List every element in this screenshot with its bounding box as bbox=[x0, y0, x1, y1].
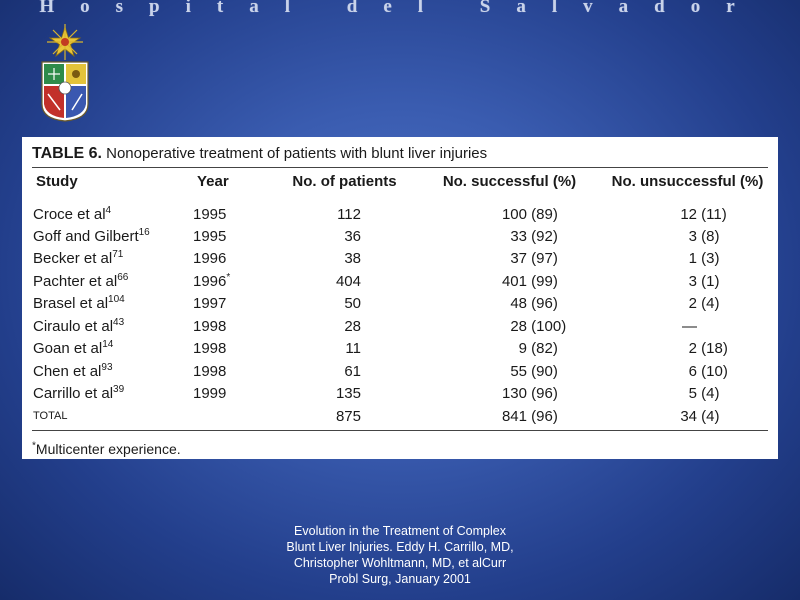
successful-cell: 100 (89) bbox=[501, 205, 558, 223]
patients-cell: 404 bbox=[335, 272, 361, 290]
unsuccessful-cell: — bbox=[682, 317, 697, 335]
patients-cell: 112 bbox=[337, 205, 361, 223]
header-successful: No. successful (%) bbox=[442, 173, 577, 190]
successful-cell: 37 (97) bbox=[510, 250, 558, 268]
total-patients: 875 bbox=[335, 407, 361, 425]
unsuccessful-cell: 3 (1) bbox=[688, 272, 720, 290]
header-study: Study bbox=[36, 173, 78, 190]
table-footnote bbox=[32, 441, 768, 457]
table-row bbox=[32, 338, 778, 361]
year-cell: 1996* bbox=[193, 271, 231, 290]
year-cell: 1998 bbox=[193, 340, 227, 358]
table-row bbox=[32, 293, 778, 316]
university-coat-of-arms-icon bbox=[38, 24, 92, 124]
year-cell: 1995 bbox=[193, 227, 227, 245]
table-label: TABLE 6. bbox=[32, 145, 102, 162]
table-row bbox=[32, 225, 778, 248]
table-caption bbox=[32, 145, 768, 163]
study-cell: Becker et $al^{71}$ bbox=[33, 249, 124, 268]
year-cell: 1998 bbox=[193, 362, 227, 380]
patients-cell: 50 bbox=[344, 295, 361, 313]
unsuccessful-cell: 5 (4) bbox=[688, 385, 720, 403]
study-cell: Chen et $al^{93}$ bbox=[33, 361, 113, 380]
patients-cell: 28 bbox=[344, 317, 361, 335]
study-cell: Brasel et $al^{104}$ bbox=[33, 294, 125, 313]
study-cell: Carrillo et $al^{39}$ bbox=[33, 384, 125, 403]
successful-cell: 130 (96) bbox=[501, 385, 558, 403]
table-row bbox=[32, 270, 778, 293]
study-cell: Croce et $al^4$ bbox=[33, 204, 112, 223]
table-row bbox=[32, 383, 778, 406]
footnote-mark: * bbox=[32, 439, 36, 451]
table-panel bbox=[22, 137, 778, 459]
header-patients: No. of patients bbox=[292, 173, 397, 190]
source-citation: Evolution in the Treatment of Complex Blunt Liver Injuries. Eddy H. Carrillo, MD, Christopher Wohltmann, MD, et alCurr Probl Surg, January 2001 bbox=[286, 524, 514, 586]
unsuccessful-cell: 2 (18) bbox=[688, 340, 728, 358]
table-header-row bbox=[32, 168, 778, 195]
footnote-text: Multicenter experience. bbox=[35, 440, 181, 457]
unsuccessful-cell: 2 (4) bbox=[688, 295, 720, 313]
patients-cell: 11 bbox=[345, 340, 361, 358]
patients-cell: 135 bbox=[335, 385, 361, 403]
unsuccessful-cell: 1 (3) bbox=[688, 250, 720, 268]
table-row bbox=[32, 248, 778, 271]
study-cell: Pachter et $al^{66}$ bbox=[33, 271, 129, 290]
successful-cell: 33 (92) bbox=[510, 227, 558, 245]
successful-cell: 48 (96) bbox=[510, 295, 558, 313]
unsuccessful-cell: 3 (8) bbox=[688, 227, 720, 245]
total-row bbox=[32, 405, 778, 428]
year-cell: 1997 bbox=[193, 295, 227, 313]
hospital-title: Hospital del Salvador bbox=[39, 0, 761, 17]
successful-cell: 401 (99) bbox=[501, 272, 558, 290]
year-cell: 1998 bbox=[193, 317, 227, 335]
study-cell: Goan et $al^{14}$ bbox=[33, 339, 114, 358]
study-cell: Goff and Gilbert$^{16}$ bbox=[33, 226, 150, 245]
year-cell: 1999 bbox=[193, 385, 227, 403]
year-cell: 1995 bbox=[193, 205, 227, 223]
total-successful: 841 (96) bbox=[501, 407, 558, 425]
patients-cell: 38 bbox=[344, 250, 361, 268]
successful-cell: 28 (100) bbox=[510, 317, 567, 335]
table-caption-text: Nonoperative treatment of patients with blunt liver injuries bbox=[106, 145, 488, 162]
total-year-cell bbox=[191, 405, 267, 428]
table-row bbox=[32, 360, 778, 383]
successful-cell: 9 (82) bbox=[518, 340, 558, 358]
unsuccessful-cell: 6 (10) bbox=[688, 362, 728, 380]
study-cell: Ciraulo et $al^{43}$ bbox=[33, 316, 125, 335]
header-year: Year bbox=[197, 173, 229, 190]
results-table bbox=[32, 168, 778, 428]
header-unsuccessful: No. unsuccessful (%) bbox=[611, 173, 764, 190]
successful-cell: 55 (90) bbox=[510, 362, 558, 380]
table-bottom-rule bbox=[32, 430, 768, 431]
patients-cell: 61 bbox=[344, 362, 361, 380]
table-row bbox=[32, 315, 778, 338]
total-label: TOTAL bbox=[33, 410, 68, 423]
table-row bbox=[32, 195, 778, 225]
year-cell: 1996 bbox=[193, 250, 227, 268]
unsuccessful-cell: 12 (11) bbox=[680, 205, 727, 223]
total-unsuccessful: 34 (4) bbox=[680, 407, 720, 425]
patients-cell: 36 bbox=[344, 227, 361, 245]
